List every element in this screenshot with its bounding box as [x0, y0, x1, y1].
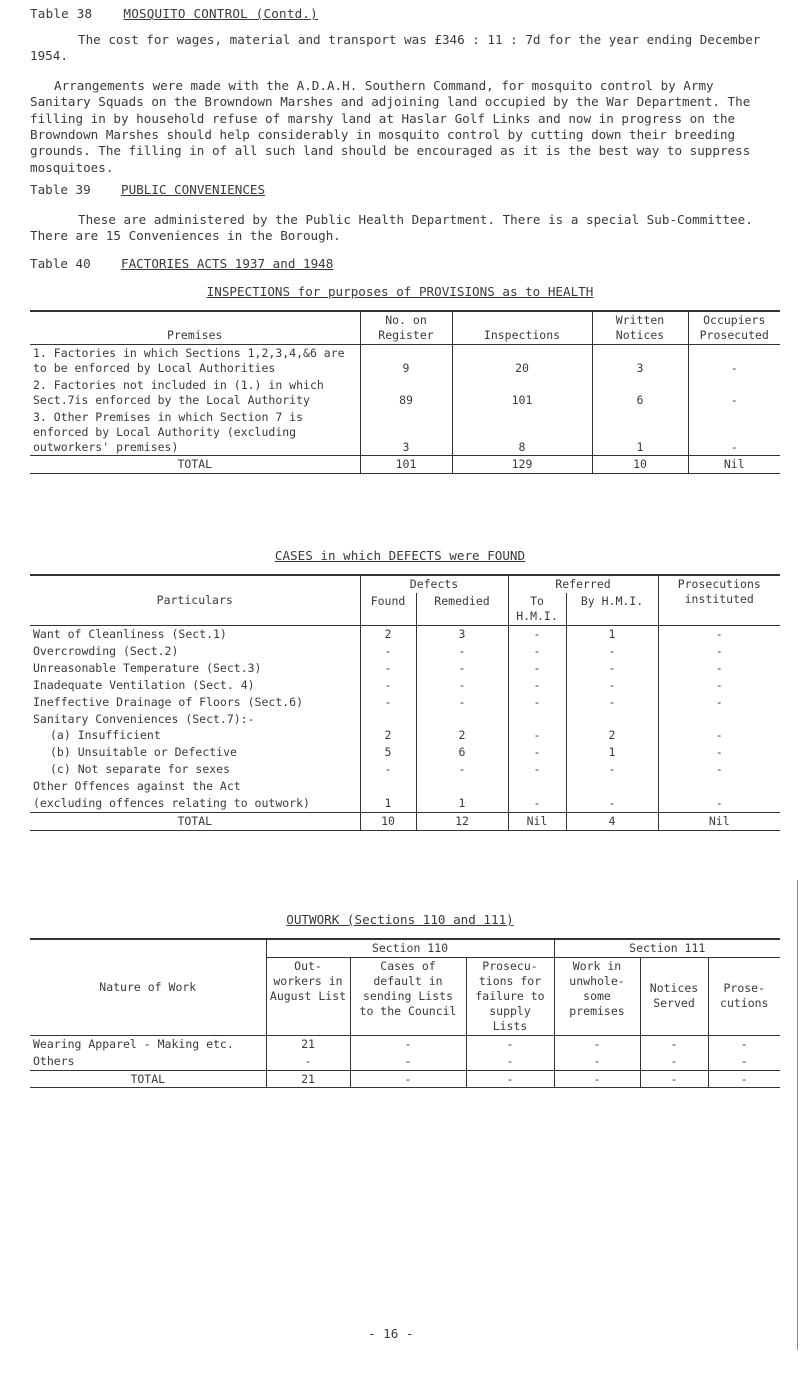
outwork-table: [30, 938, 780, 1088]
col-outworkers: Out- workers in August List: [266, 957, 350, 1035]
page-number: - 16 -: [368, 1326, 414, 1341]
col-premises: Premises: [30, 311, 360, 344]
table-row: Inadequate Ventilation (Sect. 4) - - - - -: [30, 677, 780, 694]
table-label: Table 38: [30, 6, 93, 21]
table-row: 3. Other Premises in which Section 7 is enforced by Local Authority (excluding outworkers' premises) 3 8 1 -: [30, 409, 780, 456]
page-header: [30, 6, 318, 22]
col-section-111: Section 111: [554, 939, 780, 957]
header-title: MOSQUITO CONTROL (Contd.): [123, 6, 318, 21]
outwork-title: OUTWORK (Sections 110 and 111): [286, 912, 514, 927]
table-row: (b) Unsuitable or Defective 5 6 - 1 -: [30, 744, 780, 761]
col-occupiers: Occupiers Prosecuted: [688, 311, 780, 344]
table-39-label: Table 39: [30, 182, 91, 197]
col-defects: Defects: [360, 575, 508, 593]
table-row: Others - - - - - -: [30, 1053, 780, 1070]
cost-paragraph: The cost for wages, material and transport was £346 : 11 : 7d for the year ending December 1954.: [30, 32, 761, 64]
table-row: Sanitary Conveniences (Sect.7):-: [30, 711, 780, 728]
table-row: Other Offences against the Act: [30, 778, 780, 795]
col-prosecutions-110: Prosecu- tions for failure to supply Lists: [466, 957, 554, 1035]
table-39-heading: [30, 182, 265, 198]
col-register: No. on Register: [360, 311, 452, 344]
col-notices: Written Notices: [592, 311, 688, 344]
table-row: Want of Cleanliness (Sect.1) 2 3 - 1 -: [30, 625, 780, 642]
col-particulars: Particulars: [30, 575, 360, 625]
col-notices-served: Notices Served: [640, 957, 708, 1035]
col-prosecutions-111: Prose- cutions: [708, 957, 780, 1035]
total-row: TOTAL 10 12 Nil 4 Nil: [30, 813, 780, 831]
col-found: Found: [360, 593, 416, 625]
col-prosecutions: Prosecutions instituted: [658, 575, 780, 625]
col-inspections: Inspections: [452, 311, 592, 344]
arrangements-paragraph: Arrangements were made with the A.D.A.H. Southern Command, for mosquito control by Army Sanitary Squads on the Browndown Marshes and adjoining land occupied by the War Department. The filling in by household refuse of marshy land at Haslar Golf Links and now in progress on the Browndown Marshes should help considerably in mosquito control by cutting down their breeding grounds. The filling in of all such land should be encouraged as it is the best way to suppress mosquitoes.: [30, 78, 751, 175]
table-40-title: FACTORIES ACTS 1937 and 1948: [121, 256, 334, 271]
col-by-hmi: By H.M.I.: [566, 593, 658, 625]
table-row: (c) Not separate for sexes - - - - -: [30, 761, 780, 778]
table-row: Overcrowding (Sect.2) - - - - -: [30, 643, 780, 660]
col-to-hmi: To H.M.I.: [508, 593, 566, 625]
table-row: Ineffective Drainage of Floors (Sect.6) - - - - -: [30, 694, 780, 711]
table-row: Wearing Apparel - Making etc. 21 - - - - -: [30, 1035, 780, 1052]
table-row: 1. Factories in which Sections 1,2,3,4,&6 are to be enforced by Local Authorities 9 20 3 -: [30, 344, 780, 376]
col-referred: Referred: [508, 575, 658, 593]
inspections-table: [30, 310, 780, 474]
col-remedied: Remedied: [416, 593, 508, 625]
defects-title: CASES in which DEFECTS were FOUND: [274, 548, 526, 563]
table-row: (excluding offences relating to outwork) 1 1 - - -: [30, 795, 780, 812]
table-row: (a) Insufficient 2 2 - 2 -: [30, 727, 780, 744]
defects-table: [30, 574, 780, 831]
col-nature: Nature of Work: [99, 979, 197, 994]
total-row: TOTAL 21 - - - - -: [30, 1070, 780, 1088]
col-section-110: Section 110: [266, 939, 554, 957]
table-row: Unreasonable Temperature (Sect.3) - - - - -: [30, 660, 780, 677]
table-40-heading: [30, 256, 333, 272]
table-39-title: PUBLIC CONVENIENCES: [121, 182, 266, 197]
table-40-label: Table 40: [30, 256, 91, 271]
scan-edge-line: [797, 880, 798, 1350]
col-work-premises: Work in unwhole- some premises: [554, 957, 640, 1035]
conveniences-paragraph: These are administered by the Public Health Department. There is a special Sub-Committee. There are 15 Conveniences in the Borough.: [30, 212, 753, 244]
inspections-title: INSPECTIONS for purposes of PROVISIONS as to HEALTH: [206, 284, 594, 299]
total-row: TOTAL 101 129 10 Nil: [30, 456, 780, 474]
table-row: 2. Factories not included in (1.) in which Sect.7is enforced by the Local Authority 89 101 6 -: [30, 377, 780, 409]
col-cases-default: Cases of default in sending Lists to the Council: [350, 957, 466, 1035]
